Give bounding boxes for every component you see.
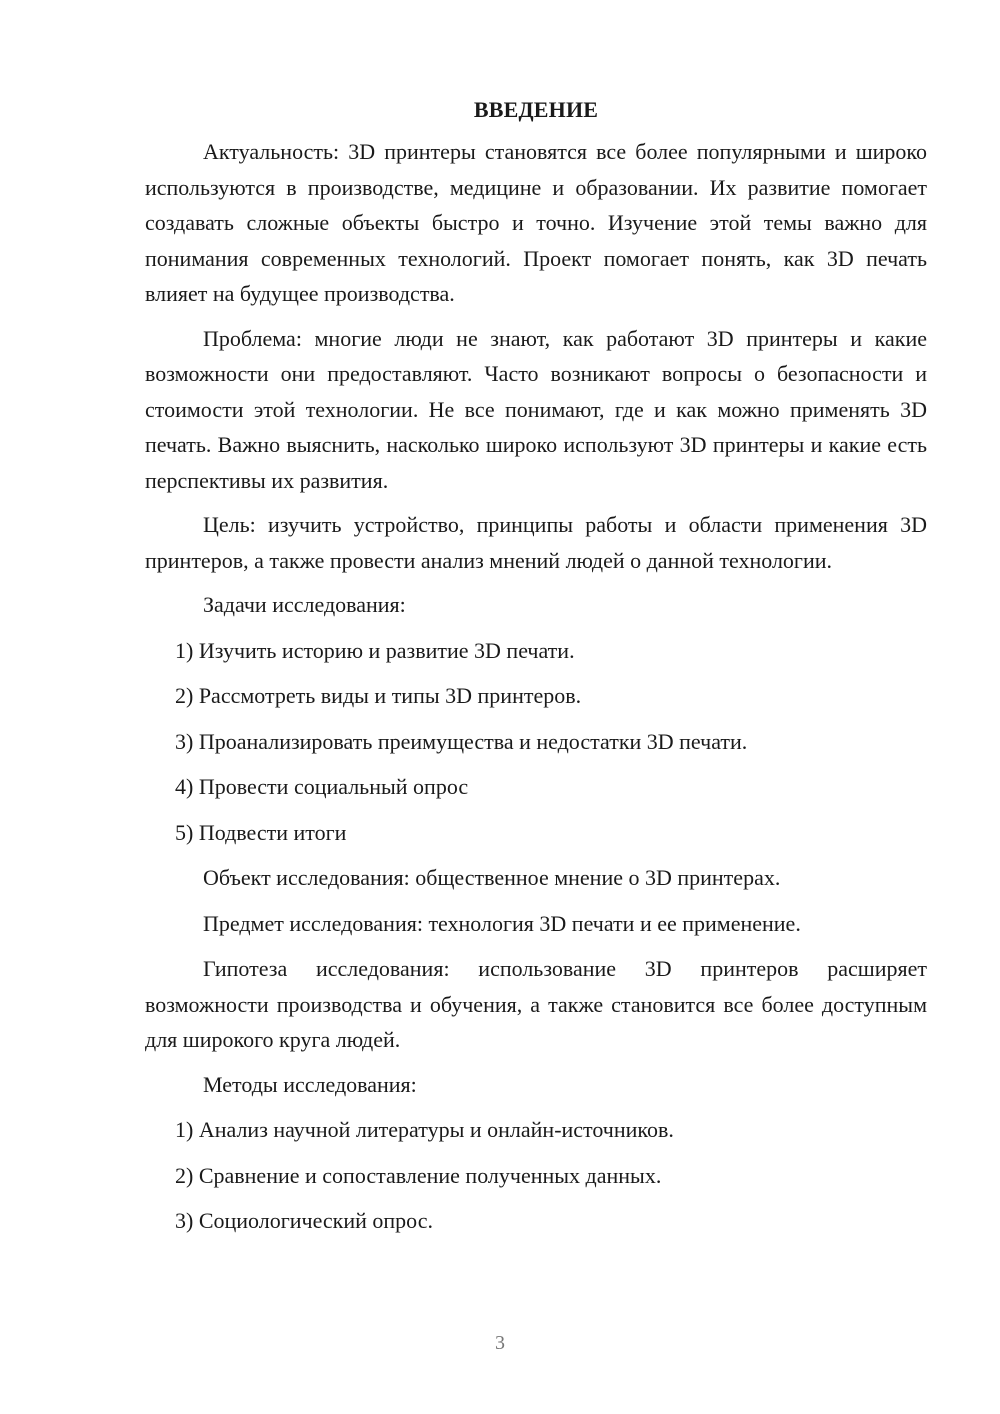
goal-paragraph: Цель: изучить устройство, принципы работы и области применения 3D принтеров, а также провести анализ мнений людей о данной технологии. [145, 512, 927, 573]
tasks-list [145, 633, 927, 851]
problem-paragraph: Проблема: многие люди не знают, как работают 3D принтеры и какие возможности они предоставляют. Часто возникают вопросы о безопасности и стоимости этой технологии. Не все понимают, где и как можно применять 3D печать. Важно выяснить, насколько широко используют 3D принтеры и какие есть перспективы их развития. [145, 325, 927, 493]
methods-list [145, 1112, 927, 1239]
methods-heading: Методы исследования: [203, 1071, 417, 1097]
object-line: Объект исследования: общественное мнение о 3D принтерах. [203, 865, 781, 890]
page-content [145, 92, 927, 1249]
method-item: 1) Анализ научной литературы и онлайн-источников. [175, 1117, 674, 1142]
task-item: 2) Рассмотреть виды и типы 3D принтеров. [175, 683, 582, 708]
subject-line: Предмет исследования: технология 3D печати и ее применение. [203, 910, 801, 936]
method-item: 3) Социологический опрос. [175, 1208, 433, 1233]
task-item: 4) Провести социальный опрос [175, 774, 469, 799]
task-item: 3) Проанализировать преимущества и недостатки 3D печати. [175, 728, 748, 754]
section-title: ВВЕДЕНИЕ [473, 97, 599, 122]
task-item: 5) Подвести итоги [175, 819, 347, 845]
hypothesis-paragraph: Гипотеза исследования: использование 3D принтеров расширяет возможности производства и обучения, а также становится все более доступным для широкого круга людей. [145, 956, 927, 1052]
relevance-paragraph: Актуальность: 3D принтеры становятся все более популярными и широко используются в производстве, медицине и образовании. Их развитие помогает создавать сложные объекты быстро и точно. Изучение этой темы важно для понимания современных технологий. Проект помогает понять, как 3D печать влияет на будущее производства. [145, 139, 927, 306]
tasks-heading: Задачи исследования: [203, 592, 406, 617]
method-item: 2) Сравнение и сопоставление полученных данных. [175, 1162, 662, 1188]
task-item: 1) Изучить историю и развитие 3D печати. [175, 637, 575, 663]
page-number: 3 [495, 1332, 505, 1354]
